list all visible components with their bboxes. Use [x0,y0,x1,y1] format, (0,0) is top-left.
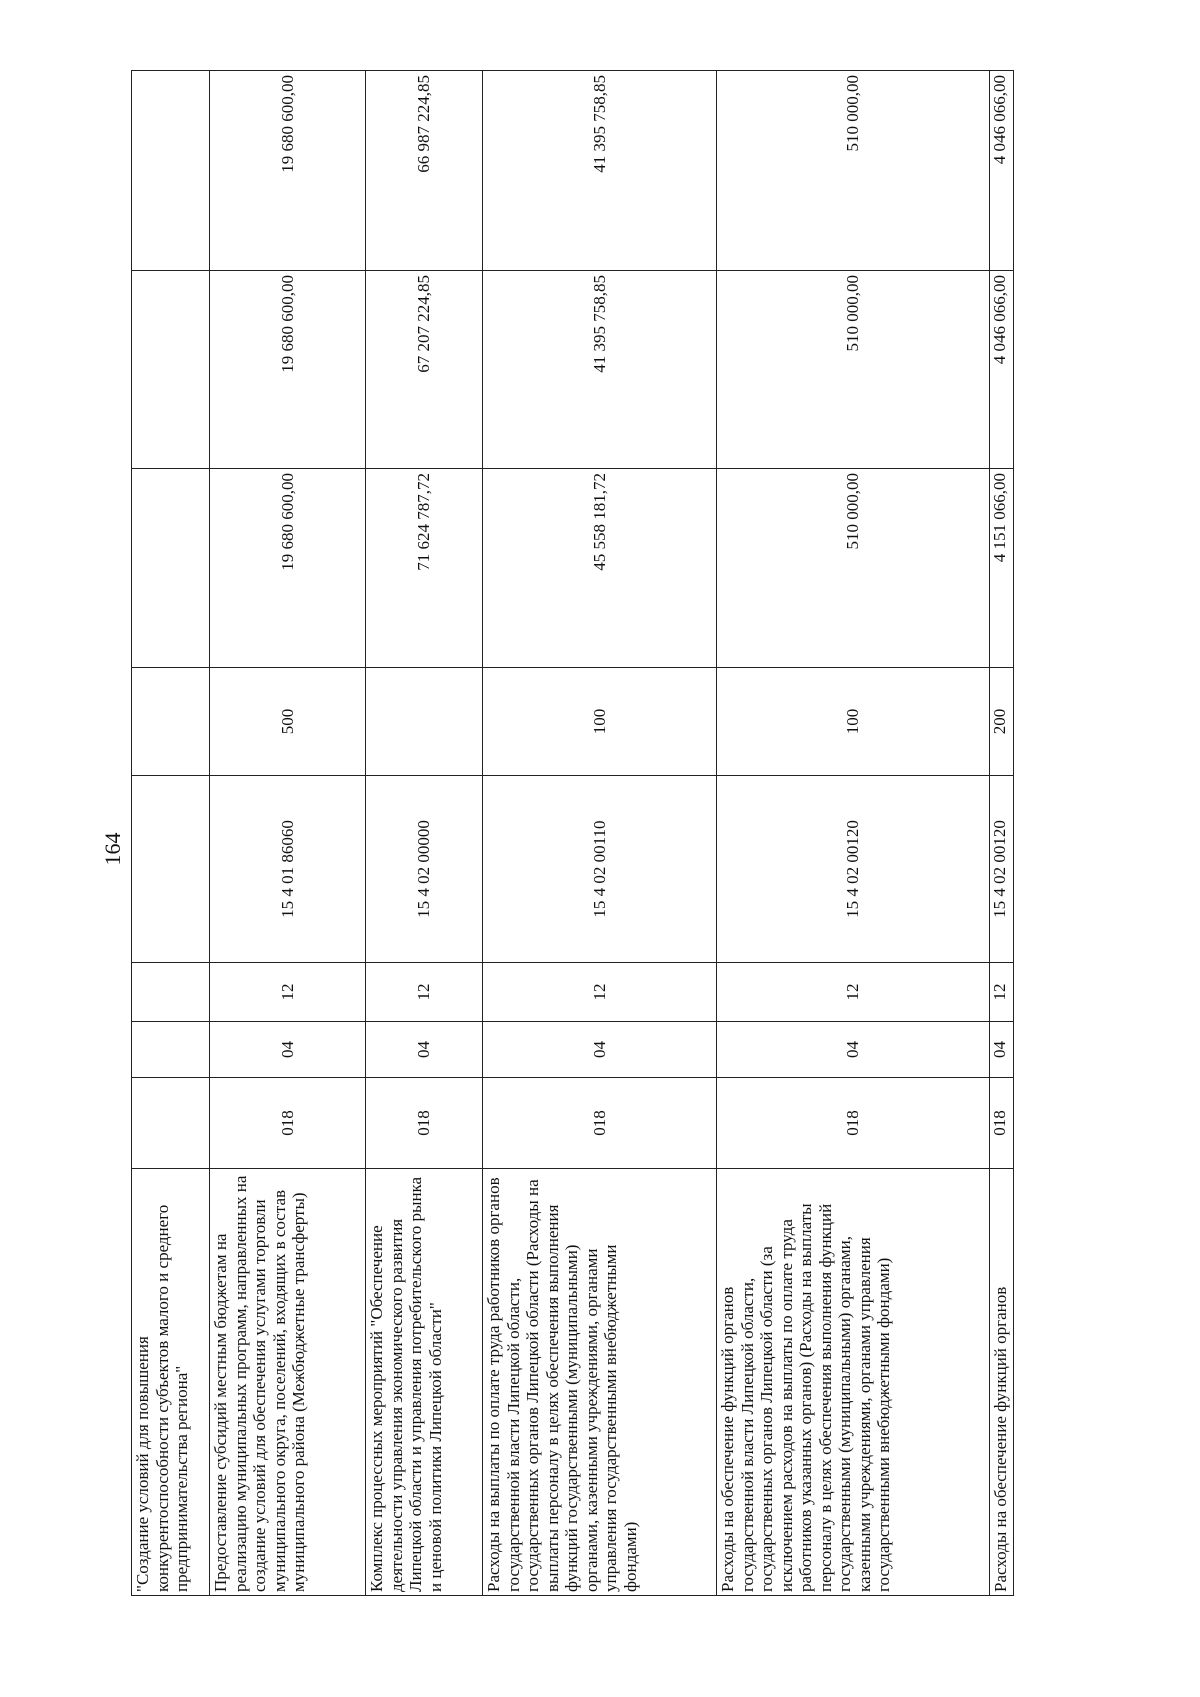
cell-section: 04 [990,1022,1014,1078]
cell-target: 15 4 02 00000 [366,776,483,963]
cell-value-1 [132,469,210,668]
table-row [483,71,717,1596]
cell-value-2 [132,271,210,469]
cell-target: 15 4 02 00110 [483,776,717,963]
row-name: Расходы на обеспечение функций органов [990,1169,1014,1596]
cell-type [366,668,483,776]
cell-value-1: 19 680 600,00 [210,469,366,668]
row-name: Предоставление субсидий местным бюджетам на реализацию муниципальных программ, направленных на создание условий для обеспечения услугами торговли муниципального округа, поселений, входящих в состав муниципального района (Межбюджетные трансферты) [210,1169,366,1596]
cell-value-1: 4 151 066,00 [990,469,1014,668]
cell-value-3: 66 987 224,85 [366,71,483,271]
table-row [366,71,483,1596]
cell-subsection: 12 [366,963,483,1022]
cell-section [132,1022,210,1078]
cell-code: 018 [717,1078,990,1169]
cell-code: 018 [210,1078,366,1169]
cell-code: 018 [366,1078,483,1169]
row-name: Комплекс процессных мероприятий "Обеспечение деятельности управления экономического развития Липецкой области и управления потребительского рынка и ценовой политики Липецкой области" [366,1169,483,1596]
cell-value-2: 19 680 600,00 [210,271,366,469]
cell-value-3: 4 046 066,00 [990,71,1014,271]
cell-value-2: 41 395 758,85 [483,271,717,469]
table-row [210,71,366,1596]
table-row [717,71,990,1596]
row-name: Расходы на выплаты по оплате труда работников органов государственной власти Липецкой области, государственных органов Липецкой области (Расходы на выплаты персоналу в целях обеспечения выполнения функций государственными (муниципальными) органами, казенными учреждениями, органами управления государственными внебюджетными фондами) [483,1169,717,1596]
row-name: Расходы на обеспечение функций органов государственной власти Липецкой области, государственных органов Липецкой области (за исключением расходов на выплаты по оплате труда работников указанных органов) (Расходы на выплаты персоналу в целях обеспечения выполнения функций государственными (муниципальными) органами, казенными учреждениями, органами управления государственными внебюджетными фондами) [717,1169,990,1596]
cell-value-1: 510 000,00 [717,469,990,668]
cell-section: 04 [717,1022,990,1078]
cell-target: 15 4 01 86060 [210,776,366,963]
cell-subsection [132,963,210,1022]
cell-value-1: 71 624 787,72 [366,469,483,668]
cell-target: 15 4 02 00120 [990,776,1014,963]
cell-code: 018 [990,1078,1014,1169]
row-name: "Создание условий для повышения конкурентоспособности субъектов малого и среднего предпринимательства региона" [132,1169,210,1596]
cell-type: 200 [990,668,1014,776]
table-row [132,71,210,1596]
cell-subsection: 12 [990,963,1014,1022]
cell-type: 500 [210,668,366,776]
cell-subsection: 12 [210,963,366,1022]
cell-section: 04 [366,1022,483,1078]
cell-section: 04 [483,1022,717,1078]
cell-value-3: 19 680 600,00 [210,71,366,271]
cell-value-3 [132,71,210,271]
cell-subsection: 12 [483,963,717,1022]
cell-value-2: 510 000,00 [717,271,990,469]
cell-type: 100 [717,668,990,776]
cell-type [132,668,210,776]
cell-value-2: 67 207 224,85 [366,271,483,469]
cell-section: 04 [210,1022,366,1078]
cell-value-2: 4 046 066,00 [990,271,1014,469]
cell-subsection: 12 [717,963,990,1022]
budget-table [131,70,1014,1596]
cell-code [132,1078,210,1169]
table-row [990,71,1014,1596]
page-number: 164 [100,832,125,866]
cell-value-1: 45 558 181,72 [483,469,717,668]
cell-value-3: 510 000,00 [717,71,990,271]
cell-target: 15 4 02 00120 [717,776,990,963]
cell-value-3: 41 395 758,85 [483,71,717,271]
cell-code: 018 [483,1078,717,1169]
cell-target [132,776,210,963]
cell-type: 100 [483,668,717,776]
